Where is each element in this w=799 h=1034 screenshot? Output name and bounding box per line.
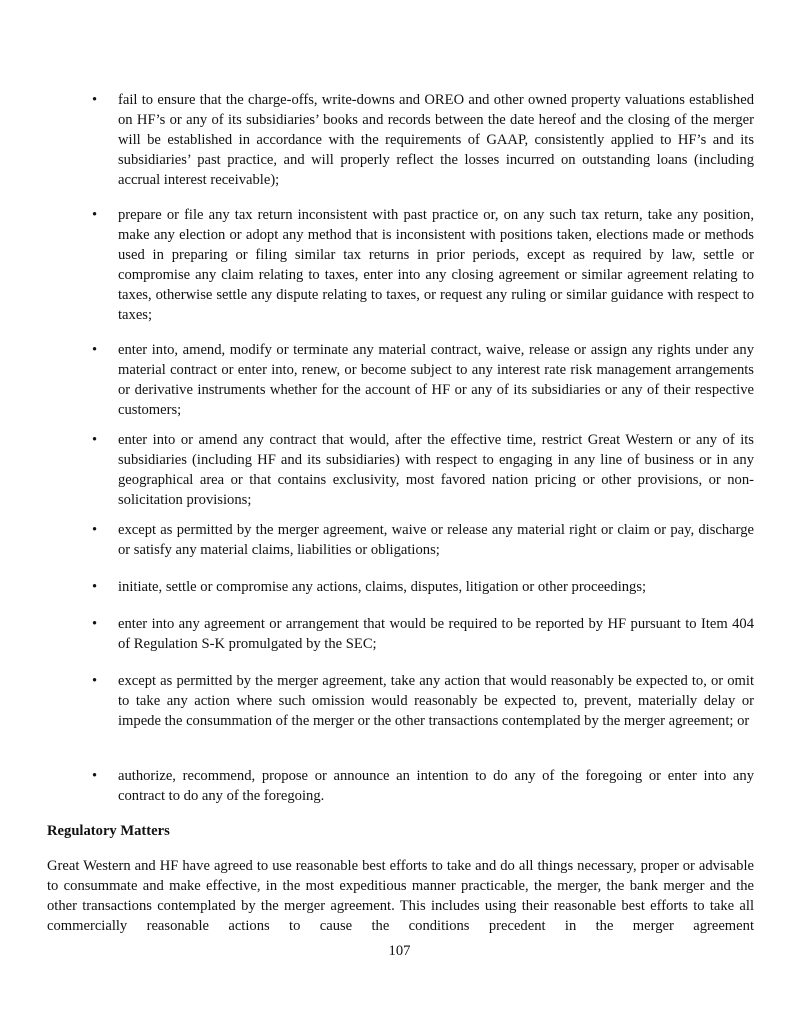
bullet-mark: • (92, 342, 98, 358)
list-item-text: initiate, settle or compromise any actions, claims, disputes, litigation or other proceedings; (118, 579, 647, 595)
bullet-mark: • (92, 768, 98, 784)
bullet-mark: • (92, 616, 98, 632)
bullet-mark: • (92, 207, 98, 223)
list-item-text: enter into, amend, modify or terminate any material contract, waive, release or assign any rights under any material contract or enter into, renew, or become subject to any interest rate risk management arrangements or derivative instruments whether for the account of HF or any of its subsidiaries or any of their respective customers; (118, 342, 754, 418)
list-item-text: prepare or file any tax return inconsistent with past practice or, on any such tax return, take any position, make any election or adopt any method that is inconsistent with positions taken, elections made or methods used in preparing or filing similar tax returns in prior periods, except as required by law, settle or compromise any claim relating to taxes, enter into any closing agreement or similar agreement relating to taxes, otherwise settle any dispute relating to taxes, or request any ruling or similar guidance with respect to taxes; (118, 207, 754, 323)
list-item-text: authorize, recommend, propose or announce an intention to do any of the foregoing or enter into any contract to do any of the foregoing. (118, 768, 754, 804)
section-paragraph: Great Western and HF have agreed to use reasonable best efforts to take and do all things necessary, proper or advisable to consummate and make effective, in the most expeditious manner practicable, the merger, the bank merger and the other transactions contemplated by the merger agreement. This includes using their reasonable best efforts to take all commercially reasonable actions to cause the conditions precedent in the merger agreement (47, 858, 754, 934)
list-item-text: enter into any agreement or arrangement that would be required to be reported by HF pursuant to Item 404 of Regulation S-K promulgated by the SEC; (118, 616, 754, 652)
list-item-text: except as permitted by the merger agreement, take any action that would reasonably be expected to, or omit to take any action where such omission would reasonably be expected to, prevent, materially delay or impede the consummation of the merger or the other transactions contemplated by the merger agreement; or (118, 673, 754, 729)
section-heading: Regulatory Matters (47, 823, 170, 839)
bullet-mark: • (92, 579, 98, 595)
page-number: 107 (388, 943, 411, 959)
bullet-mark: • (92, 432, 98, 448)
list-item-text: except as permitted by the merger agreement, waive or release any material right or claim or pay, discharge or satisfy any material claims, liabilities or obligations; (118, 522, 754, 558)
list-item-text: fail to ensure that the charge-offs, write-downs and OREO and other owned property valuations established on HF’s or any of its subsidiaries’ books and records between the date hereof and the closing of the merger will be established in accordance with the requirements of GAAP, consistently applied to HF’s and its subsidiaries’ past practice, and will properly reflect the losses incurred on outstanding loans (including accrual interest receivable); (118, 92, 754, 188)
bullet-mark: • (92, 92, 98, 108)
bullet-mark: • (92, 522, 98, 538)
list-item-text: enter into or amend any contract that would, after the effective time, restrict Great Western or any of its subsidiaries (including HF and its subsidiaries) with respect to engaging in any line of business or in any geographical area or that contains exclusivity, most favored nation pricing or other provisions, or non-solicitation provisions; (118, 432, 754, 508)
bullet-mark: • (92, 673, 98, 689)
